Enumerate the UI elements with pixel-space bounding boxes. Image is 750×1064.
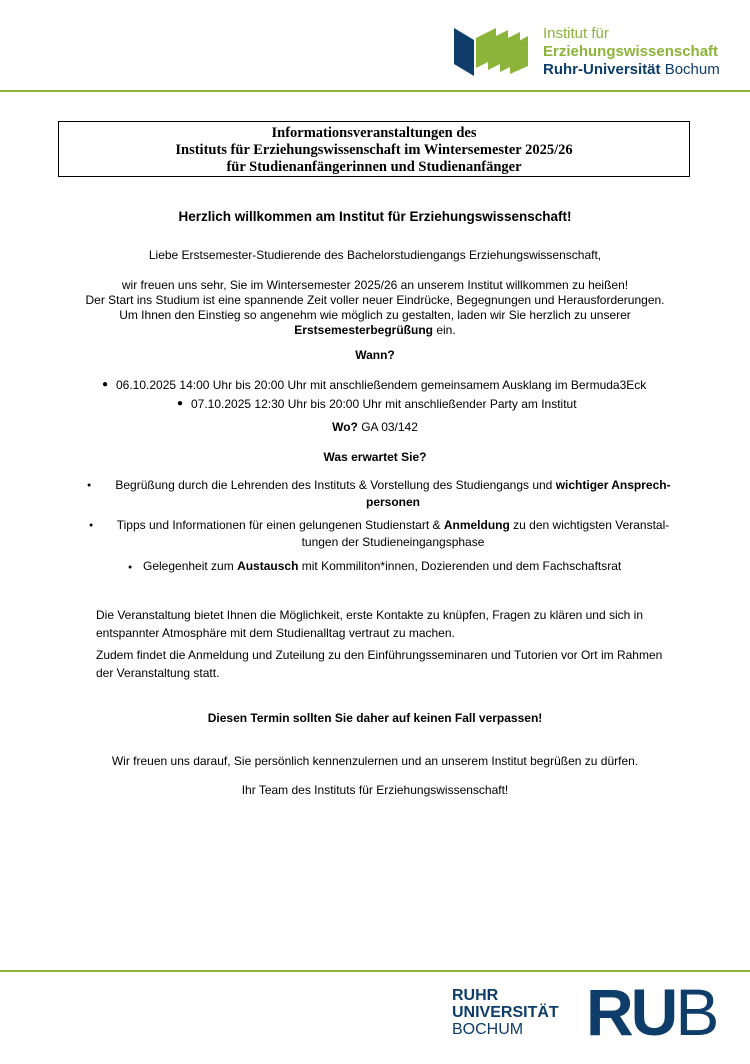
greeting: Liebe Erstsemester-Studierende des Bachelorstudiengangs Erziehungswissenschaft, — [148, 248, 602, 262]
logo-line-2: Erziehungswissenschaft — [543, 43, 719, 60]
expect-item-1: Begrüßung durch die Lehrenden des Instituts & Vorstellung des Studiengangs und wichtiger Ansprech- personen — [115, 478, 671, 509]
where-line: Wo? GA 03/142 — [332, 420, 418, 434]
date-item-2: 07.10.2025 12:30 Uhr bis 20:00 Uhr mit anschließender Party am Institut — [191, 397, 577, 411]
expect-heading: Was erwartet Sie? — [323, 450, 427, 464]
bullet-icon: ● — [177, 398, 184, 409]
welcome-heading: Herzlich willkommen am Institut für Erziehungswissenschaft! — [178, 209, 572, 224]
title-line-3: für Studienanfängerinnen und Studienanfänger — [226, 159, 522, 175]
title-line-2: Instituts für Erziehungswissenschaft im Wintersemester 2025/26 — [175, 142, 573, 158]
emphasis-line: Diesen Termin sollten Sie daher auf keinen Fall verpassen! — [207, 711, 543, 725]
bullet-icon: ● — [128, 564, 133, 571]
intro-line-4: Erstsemesterbegrüßung ein. — [294, 323, 456, 337]
closing-line: Wir freuen uns darauf, Sie persönlich kennenzulernen und an unserem Institut begrüßen zu dürfen. — [111, 754, 639, 768]
title-line-1: Informationsveranstaltungen des — [271, 125, 477, 141]
intro-line-3: Um Ihnen den Einstieg so angenehm wie möglich zu gestalten, laden wir Sie herzlich zu unserer — [119, 308, 631, 322]
logo-line-1: Institut für — [543, 25, 609, 42]
date-item-1: 06.10.2025 14:00 Uhr bis 20:00 Uhr mit anschließendem gemeinsamem Ausklang im Bermuda3Eck — [116, 378, 647, 392]
logo-line-3: Ruhr-Universität Bochum — [543, 61, 720, 78]
rub-logo-mark: RUB — [586, 975, 717, 1049]
expect-item-3: Gelegenheit zum Austausch mit Kommiliton*innen, Dozierenden und dem Fachschaftsrat — [143, 559, 622, 573]
when-heading: Wann? — [355, 348, 395, 362]
header-divider — [0, 90, 750, 92]
bullet-icon: ● — [87, 482, 92, 489]
intro-line-2: Der Start ins Studium ist eine spannende Zeit voller neuer Eindrücke, Begegnungen und Herausforderungen. — [85, 293, 665, 307]
expect-item-2: Tipps und Informationen für einen gelungenen Studienstart & Anmeldung zu den wichtigsten Veranstal- tungen der Studieneingangsphase — [116, 518, 670, 549]
rub-wordmark: RUHR UNIVERSITÄT BOCHUM — [452, 987, 559, 1038]
institute-logo-icon — [452, 22, 530, 78]
info-paragraph-1: Die Veranstaltung bietet Ihnen die Möglichkeit, erste Kontakte zu knüpfen, Fragen zu klären und sich in entspannter Atmosphäre mit dem Studienalltag vertraut zu machen. — [96, 608, 643, 640]
signature-line: Ihr Team des Instituts für Erziehungswissenschaft! — [241, 783, 509, 797]
bullet-icon: ● — [89, 522, 94, 529]
footer-divider — [0, 970, 750, 972]
info-paragraph-2: Zudem findet die Anmeldung und Zuteilung zu den Einführungsseminaren und Tutorien vor Ort im Rahmen der Veranstaltung statt. — [96, 648, 663, 680]
title-box — [58, 121, 690, 177]
intro-line-1: wir freuen uns sehr, Sie im Wintersemester 2025/26 an unserem Institut willkommen zu heißen! — [121, 278, 629, 292]
bullet-icon: ● — [102, 379, 109, 390]
institute-logo-text — [543, 25, 743, 79]
intro-paragraph — [0, 278, 750, 338]
